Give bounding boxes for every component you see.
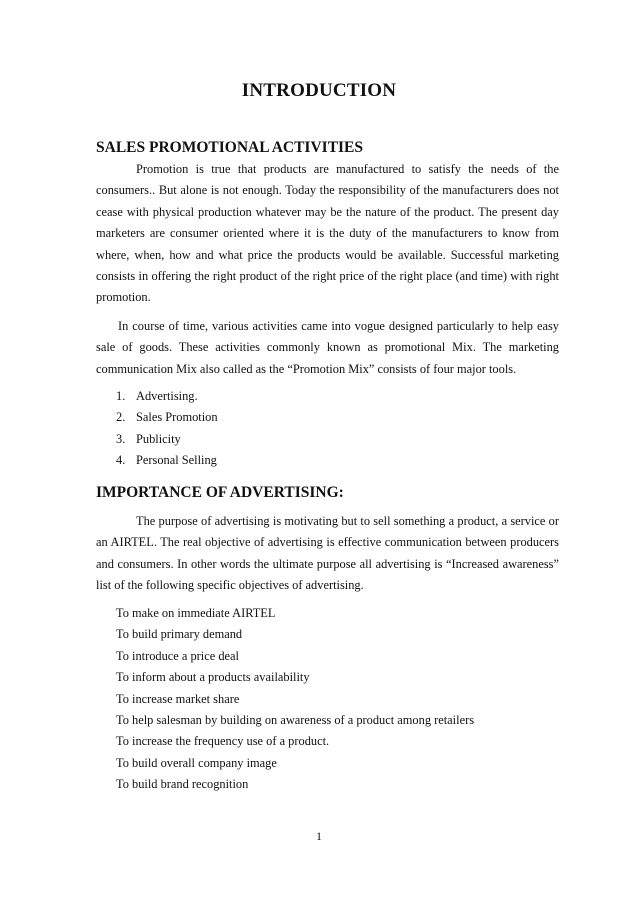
page-number: 1 — [316, 829, 322, 843]
list-item: 3. Publicity — [116, 431, 181, 446]
list-item: To build brand recognition — [116, 777, 249, 792]
list-item: To introduce a price deal — [116, 648, 239, 663]
page-title: INTRODUCTION — [241, 80, 397, 101]
list-item: To make on immediate AIRTEL — [116, 606, 276, 620]
list-item: To help salesman by building on awareness of a product among retailers — [116, 713, 475, 728]
list-item: To build primary demand — [116, 627, 243, 642]
list-item: 4. Personal Selling — [116, 453, 217, 468]
paragraph-promotional-mix: In course of time, various activities came into vogue designed particularly to help easy sale of goods. These activities commonly known as promotional Mix. The marketing communication Mix also called as the “Promotion Mix” consists of four major tools. — [96, 319, 559, 376]
advertising-objectives-list — [116, 603, 474, 796]
list-item: 2. Sales Promotion — [116, 410, 218, 425]
section-heading-sales-promotional-activities: SALES PROMOTIONAL ACTIVITIES — [96, 139, 364, 156]
list-item: To increase market share — [116, 691, 240, 706]
list-item: 1. Advertising. — [116, 389, 198, 403]
list-item: To inform about a products availability — [116, 670, 310, 685]
paragraph-promotion: Promotion is true that products are manufactured to satisfy the needs of the consumers.. But alone is not enough. Today the responsibility of the manufacturers does not cease with physical production whatever may be the nature of the product. The present day marketers are consumer oriented where it is the duty of the manufacturers to know from where, when, how and what price the products would be available. Successful marketing consists in offering the right product of the right price of the right place (and time) with right promotion. — [96, 162, 559, 305]
list-item: To build overall company image — [116, 755, 277, 770]
promotion-tools-list — [116, 386, 218, 472]
section-heading-importance-of-advertising: IMPORTANCE OF ADVERTISING: — [96, 484, 344, 501]
paragraph-advertising-purpose: The purpose of advertising is motivating but to sell something a product, a service or an AIRTEL. The real objective of advertising is effective communication between producers and consumers. In other words the ultimate purpose all advertising is “Increased awareness” list of the following specific objectives of advertising. — [96, 514, 559, 593]
list-item: To increase the frequency use of a product. — [116, 734, 330, 749]
